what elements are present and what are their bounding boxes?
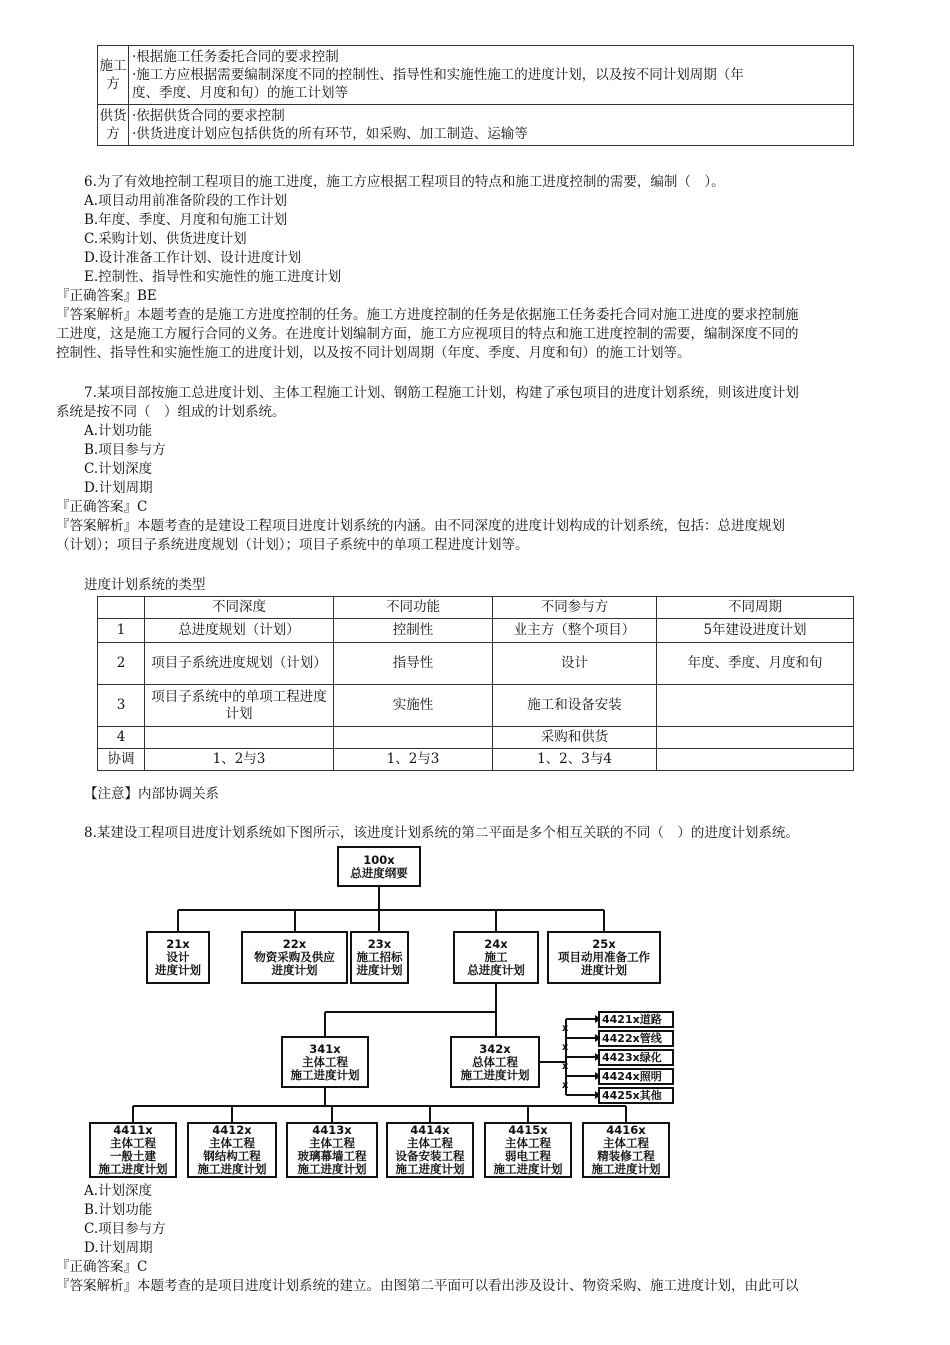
table-cell: 协调 — [98, 749, 145, 771]
node-label: 施工进度计划 — [493, 1162, 563, 1176]
node-label: 一般土建 — [110, 1149, 156, 1163]
node-label: 施工进度计划 — [591, 1162, 661, 1176]
node-label: 施工 — [484, 950, 508, 964]
table-cell: 1 — [98, 619, 145, 643]
table-header-cell: 不同深度 — [145, 597, 334, 619]
node-100x — [337, 846, 421, 887]
node-25x — [547, 931, 661, 984]
q6-option-a: A.项目动用前准备阶段的工作计划 — [84, 193, 288, 209]
text-line: 度、季度、月度和旬）的施工计划等 — [132, 85, 348, 101]
table-cell: 项目子系统进度规划（计划） — [145, 643, 334, 685]
q6-analysis-line: 控制性、指导性和实施性施工的进度计划，以及按不同计划周期（年度、季度、月度和旬）的施工计划等。 — [56, 345, 691, 361]
text-line: ·根据施工任务委托合同的要求控制 — [132, 49, 339, 65]
node-23x — [350, 931, 409, 984]
node-code: 4416x — [606, 1123, 646, 1137]
table-cell: 2 — [98, 643, 145, 685]
q6-option-c: C.采购计划、供货进度计划 — [84, 231, 247, 247]
node-label: 施工进度计划 — [197, 1162, 267, 1176]
q8-analysis: 『答案解析』本题考查的是项目进度计划系统的建立。由图第二平面可以看出涉及设计、物资采购、施工进度计划，由此可以 — [56, 1278, 799, 1294]
node-label: 主体工程 — [505, 1136, 551, 1150]
node-label: 总进度纲要 — [350, 865, 408, 880]
node-4416x — [582, 1122, 670, 1178]
node-label: 钢结构工程 — [203, 1149, 261, 1163]
node-4423x: 4423x绿化 — [598, 1049, 674, 1066]
text-line: ·供货进度计划应包括供货的所有环节，如采购、加工制造、运输等 — [132, 126, 528, 142]
node-label: 施工进度计划 — [395, 1162, 465, 1176]
q6-option-b: B.年度、季度、月度和旬施工计划 — [84, 212, 288, 228]
node-code: 100x — [363, 852, 395, 867]
node-label: 玻璃幕墙工程 — [297, 1149, 367, 1163]
node-4413x — [286, 1122, 378, 1178]
node-label: 进度计划 — [581, 963, 627, 977]
table-cell: 业主方（整个项目） — [493, 619, 657, 643]
node-22x — [241, 931, 348, 984]
node-code: 4413x — [312, 1123, 352, 1137]
q7-stem-line: 7.某项目部按施工总进度计划、主体工程施工计划、钢筋工程施工计划，构建了承包项目的进度计划系统，则该进度计划 — [84, 385, 799, 401]
q7-answer: 『正确答案』C — [56, 499, 148, 515]
table-cell: 施工和设备安装 — [493, 685, 657, 727]
node-label: 物资采购及供应 — [254, 950, 335, 964]
node-code: 342x — [479, 1041, 511, 1056]
node-code: 4412x — [212, 1123, 252, 1137]
table-header-cell: 不同功能 — [334, 597, 493, 619]
node-label: 总体工程 — [472, 1054, 518, 1069]
q6-option-d: D.设计准备工作计划、设计进度计划 — [84, 250, 302, 266]
node-label: 主体工程 — [407, 1136, 453, 1150]
table-cell: 4 — [98, 727, 145, 749]
table-cell: 1、2、3与4 — [493, 749, 657, 771]
q7-stem-line: 系统是按不同（ ）组成的计划系统。 — [56, 404, 286, 420]
q7-option-a: A.计划功能 — [84, 423, 153, 439]
node-label: 项目动用准备工作 — [558, 950, 650, 964]
q8-option-d: D.计划周期 — [84, 1240, 153, 1256]
node-label: 施工进度计划 — [460, 1067, 530, 1082]
node-4422x: 4422x管线 — [598, 1030, 674, 1047]
node-4425x: 4425x其他 — [598, 1087, 674, 1104]
node-label: 主体工程 — [603, 1136, 649, 1150]
table2-title: 进度计划系统的类型 — [84, 577, 206, 593]
node-4424x: 4424x照明 — [598, 1068, 674, 1085]
table-cell: 施工方 — [98, 46, 129, 105]
node-label: 弱电工程 — [505, 1149, 551, 1163]
node-342x — [450, 1036, 540, 1088]
q8-answer: 『正确答案』C — [56, 1259, 148, 1275]
node-code: 25x — [592, 937, 616, 951]
node-code: 4411x — [113, 1123, 153, 1137]
table-header-cell: 不同周期 — [657, 597, 854, 619]
node-label: 设计 — [166, 950, 190, 964]
node-341x — [281, 1036, 369, 1088]
node-4414x — [386, 1122, 474, 1178]
x-mark: x — [562, 1080, 569, 1091]
node-code: 24x — [484, 937, 508, 951]
node-label: 施工进度计划 — [98, 1162, 168, 1176]
table-cell: 采购和供货 — [493, 727, 657, 749]
q8-option-b: B.计划功能 — [84, 1202, 153, 1218]
q7-option-c: C.计划深度 — [84, 461, 153, 477]
q8-option-c: C.项目参与方 — [84, 1221, 166, 1237]
node-24x — [453, 931, 539, 984]
node-label: 施工进度计划 — [290, 1067, 360, 1082]
q7-option-b: B.项目参与方 — [84, 442, 166, 458]
q7-analysis-line: 『答案解析』本题考查的是建设工程项目进度计划系统的内涵。由不同深度的进度计划构成的计划系统，包括：总进度规划 — [56, 518, 785, 534]
node-label: 精装修工程 — [597, 1149, 655, 1163]
node-code: 22x — [282, 937, 307, 951]
table-cell: 供货方 — [98, 105, 129, 146]
q6-analysis-line: 『答案解析』本题考查的是施工方进度控制的任务。施工方进度控制的任务是依据施工任务委托合同对施工进度的要求控制施 — [56, 307, 799, 323]
node-code: 4415x — [508, 1123, 548, 1137]
table2-note: 【注意】内部协调关系 — [84, 786, 219, 802]
table-cell: 项目子系统中的单项工程进度计划 — [145, 685, 334, 727]
node-label: 进度计划 — [356, 963, 403, 977]
node-4415x — [484, 1122, 572, 1178]
node-label: 施工招标 — [356, 950, 403, 964]
table-cell: 年度、季度、月度和旬 — [657, 643, 854, 685]
table-cell: 5年建设进度计划 — [657, 619, 854, 643]
table-cell: 总进度规划（计划） — [145, 619, 334, 643]
q6-option-e: E.控制性、指导性和实施性的施工进度计划 — [84, 269, 342, 285]
node-label: 进度计划 — [155, 963, 201, 977]
table-cell: 设计 — [493, 643, 657, 685]
node-code: 341x — [309, 1041, 341, 1056]
node-4411x — [89, 1122, 177, 1178]
table-cell: 控制性 — [334, 619, 493, 643]
table-header-cell: 不同参与方 — [493, 597, 657, 619]
node-code: 23x — [367, 937, 392, 951]
table-cell: 3 — [98, 685, 145, 727]
node-label: 进度计划 — [271, 963, 318, 977]
q6-stem: 6.为了有效地控制工程项目的施工进度，施工方应根据工程项目的特点和施工进度控制的需要，编制（ ）。 — [84, 174, 725, 190]
node-code: 21x — [166, 937, 190, 951]
q7-analysis-line: （计划）；项目子系统进度规划（计划）；项目子系统中的单项工程进度计划等。 — [56, 537, 529, 553]
node-label: 主体工程 — [209, 1136, 255, 1150]
x-mark: x — [562, 1023, 569, 1034]
node-label: 主体工程 — [302, 1054, 348, 1069]
table-cell: 1、2与3 — [334, 749, 493, 771]
node-label: 设备安装工程 — [395, 1149, 465, 1163]
q8-option-a: A.计划深度 — [84, 1183, 153, 1199]
table-cell: 1、2与3 — [145, 749, 334, 771]
x-mark: x — [562, 1042, 569, 1053]
q6-analysis-line: 工进度，这是施工方履行合同的义务。在进度计划编制方面，施工方应视项目的特点和施工进度控制的需要，编制深度不同的 — [56, 326, 799, 342]
node-4412x — [187, 1122, 277, 1178]
node-label: 施工进度计划 — [297, 1162, 367, 1176]
node-label: 主体工程 — [110, 1136, 156, 1150]
q8-stem: 8.某建设工程项目进度计划系统如下图所示，该进度计划系统的第二平面是多个相互关联的不同（ ）的进度计划系统。 — [84, 825, 799, 841]
q7-option-d: D.计划周期 — [84, 480, 153, 496]
table-cell: 实施性 — [334, 685, 493, 727]
node-21x — [146, 931, 210, 984]
node-code: 4414x — [410, 1123, 450, 1137]
q6-answer: 『正确答案』BE — [56, 288, 157, 304]
table-cell: 指导性 — [334, 643, 493, 685]
node-label: 总进度计划 — [467, 963, 525, 977]
node-4421x: 4421x道路 — [598, 1011, 674, 1028]
text-line: ·依据供货合同的要求控制 — [132, 108, 285, 124]
text-line: ·施工方应根据需要编制深度不同的控制性、指导性和实施性施工的进度计划，以及按不同计划周期（年 — [132, 67, 744, 83]
node-label: 主体工程 — [309, 1136, 355, 1150]
x-mark: x — [562, 1061, 569, 1072]
